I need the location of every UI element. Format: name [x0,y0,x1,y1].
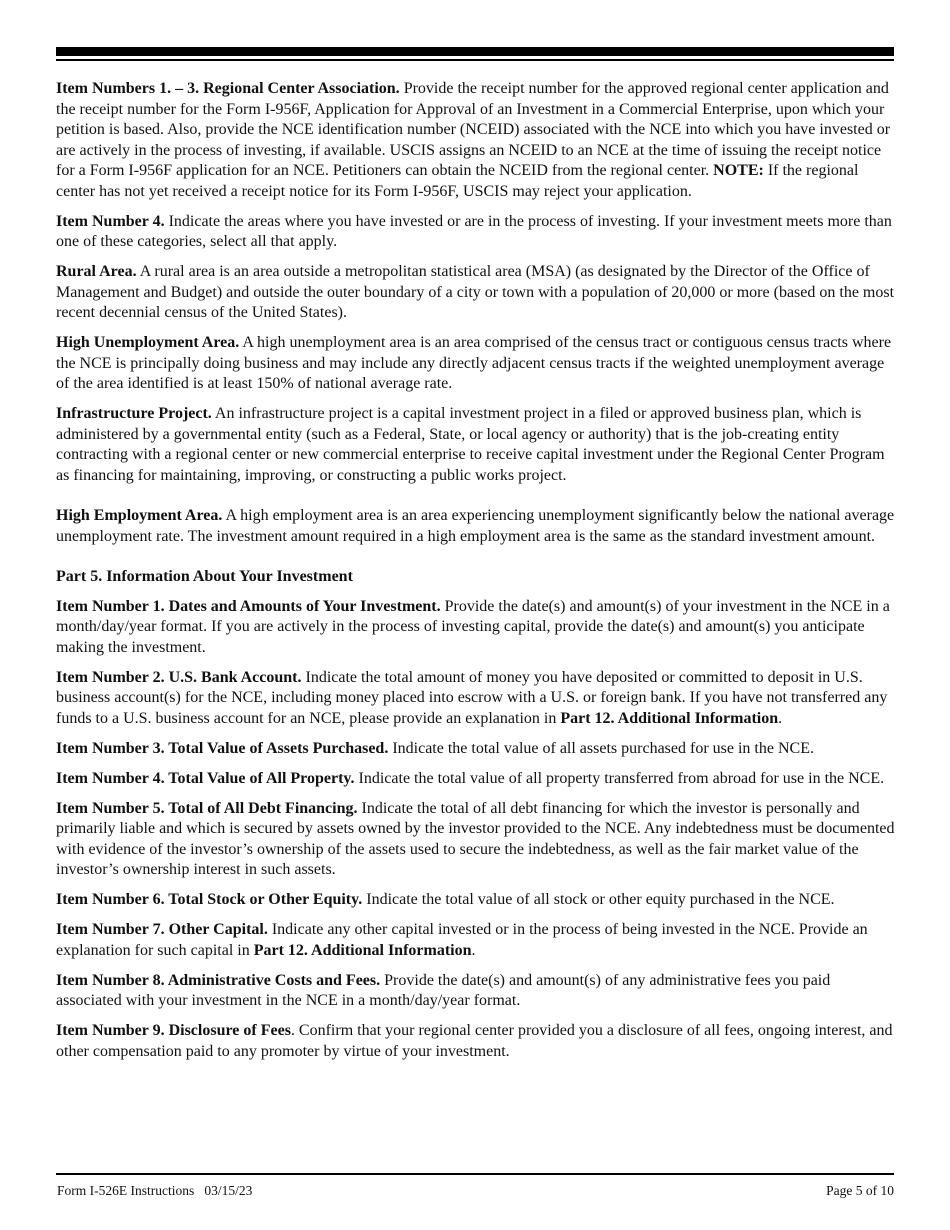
paragraph-heading: Item Number 7. Other Capital. [56,921,268,938]
paragraph-part5-item-9 [56,1021,896,1062]
paragraph-part5-item-8 [56,971,896,1012]
instructions-body [56,79,896,1072]
paragraph-text: Provide the receipt number for the approved regional center application and the receipt number for the Form I-956F, Application for Approval of an Investment in a Commercial Enterprise, upon which your petition is based. Also, provide the NCE identification number (NCEID) associated with the NCE into which you have invested or are actively in the process of investing, if available. USCIS assigns an NCEID to an NCE at the time of issuing the receipt notice for a Form I-956F application for an NCE. Petitioners can obtain the NCEID from the regional center. [56,80,891,179]
paragraph-infrastructure-project [56,404,896,486]
paragraph-heading: Item Number 9. Disclosure of Fees [56,1022,291,1039]
paragraph-part5-item-6 [56,890,896,911]
paragraph-heading: Item Number 8. Administrative Costs and Fees. [56,971,381,989]
paragraph-heading: Item Numbers 1. – 3. Regional Center Association. [56,80,400,97]
note-label: NOTE: [713,162,764,179]
paragraph-text: Indicate any other capital invested or in the process of being invested in the NCE. Provide an explanation for such capital in [56,921,868,959]
paragraph-part5-item-1 [56,597,896,659]
paragraph-text: . [778,709,783,727]
paragraph-text: A high employment area is an area experiencing unemployment significantly below the national average unemployment rate. The investment amount required in a high employment area is the same as the standard investment amount. [56,507,895,545]
header-rule-thin [56,59,894,61]
paragraph-item-4 [56,212,896,253]
paragraph-heading: Item Number 4. [56,212,165,230]
header-rule-thick [56,47,894,56]
paragraph-heading: Item Number 2. U.S. Bank Account. [56,668,302,686]
paragraph-part5-item-7 [56,920,896,961]
paragraph-regional-center-association [56,79,896,202]
paragraph-heading: Item Number 4. Total Value of All Property. [56,769,355,787]
footer-form-label: Form I-526E Instructions 03/15/23 [57,1183,253,1198]
paragraph-heading: Item Number 6. Total Stock or Other Equity. [56,891,363,908]
paragraph-high-employment-area [56,506,896,547]
footer-rule [56,1173,894,1175]
paragraph-text: An infrastructure project is a capital investment project in a filed or approved business plan, which is administered by a governmental entity (such as a Federal, State, or local agency or authority) that is the job-creating entity contracting with a regional center or new commercial enterprise to receive capital investment under the Regional Center Program as financing for maintaining, improving, or constructing a public works project. [56,405,885,484]
paragraph-part5-item-4 [56,769,896,790]
paragraph-heading: Item Number 1. Dates and Amounts of Your Investment. [56,597,441,615]
footer-page-number: Page 5 of 10 [826,1183,894,1198]
paragraph-high-unemployment-area [56,333,896,395]
paragraph-text: . [471,941,476,959]
cross-reference: Part 12. Additional Information [560,709,779,727]
paragraph-heading: High Unemployment Area. [56,334,240,351]
cross-reference: Part 12. Additional Information [253,941,472,959]
paragraph-text: A rural area is an area outside a metropolitan statistical area (MSA) (as designated by the Director of the Office of Management and Budget) and outside the outer boundary of a city or town with a population of 20,000 or more (based on the most recent decennial census of the United States). [56,263,895,321]
paragraph-text: . Confirm that your regional center provided you a disclosure of all fees, ongoing interest, and other compensation paid to any promoter by virtue of your investment. [56,1022,893,1060]
paragraph-heading: High Employment Area. [56,507,223,524]
paragraph-rural-area [56,262,896,324]
paragraph-text: Indicate the areas where you have invested or are in the process of investing. If your investment meets more than one of these categories, select all that apply. [56,212,892,250]
paragraph-text: Provide the date(s) and amount(s) of any administrative fees you paid associated with your investment in the NCE in a month/day/year format. [56,971,831,1009]
paragraph-part5-item-3 [56,739,896,760]
paragraph-heading: Rural Area. [56,263,137,280]
paragraph-text: Provide the date(s) and amount(s) of your investment in the NCE in a month/day/year format. If you are actively in the process of investing capital, provide the date(s) and amount(s) you anticipate making the investment. [56,597,890,656]
paragraph-part5-item-5 [56,799,896,881]
paragraph-text: Indicate the total value of all property transferred from abroad for use in the NCE. [354,769,885,787]
paragraph-text: Indicate the total value of all stock or other equity purchased in the NCE. [362,891,835,908]
paragraph-text: Indicate the total amount of money you have deposited or committed to deposit in U.S. business account(s) for the NCE, including money placed into escrow with a U.S. or foreign bank. If you have not transferred any funds to a U.S. business account for an NCE, please provide an explanation in [56,668,888,727]
paragraph-part5-item-2 [56,668,896,730]
paragraph-heading: Item Number 5. Total of All Debt Financing. [56,799,358,817]
paragraph-text: If the regional center has not yet received a receipt notice for its Form I-956F, USCIS may reject your application. [56,162,859,200]
paragraph-text: Indicate the total of all debt financing for which the investor is personally and primarily liable and which is secured by assets owned by the investor provided to the NCE. Any indebtedness must be documented with evidence of the investor’s ownership of the assets used to secure the indebtedness, as well as the fair market value of the investor’s ownership interest in such assets. [56,799,895,878]
paragraph-text: A high unemployment area is an area comprised of the census tract or contiguous census tracts where the NCE is principally doing business and may include any directly adjacent census tracts if the weighted unemployment average of the area identified is at least 150% of national average rate. [56,334,892,392]
section-heading-text: Part 5. Information About Your Investment [56,567,353,585]
paragraph-heading: Item Number 3. Total Value of Assets Purchased. [56,739,389,757]
paragraph-text: Indicate the total value of all assets purchased for use in the NCE. [388,739,814,757]
section-heading-part-5 [56,567,896,588]
paragraph-heading: Infrastructure Project. [56,405,212,422]
